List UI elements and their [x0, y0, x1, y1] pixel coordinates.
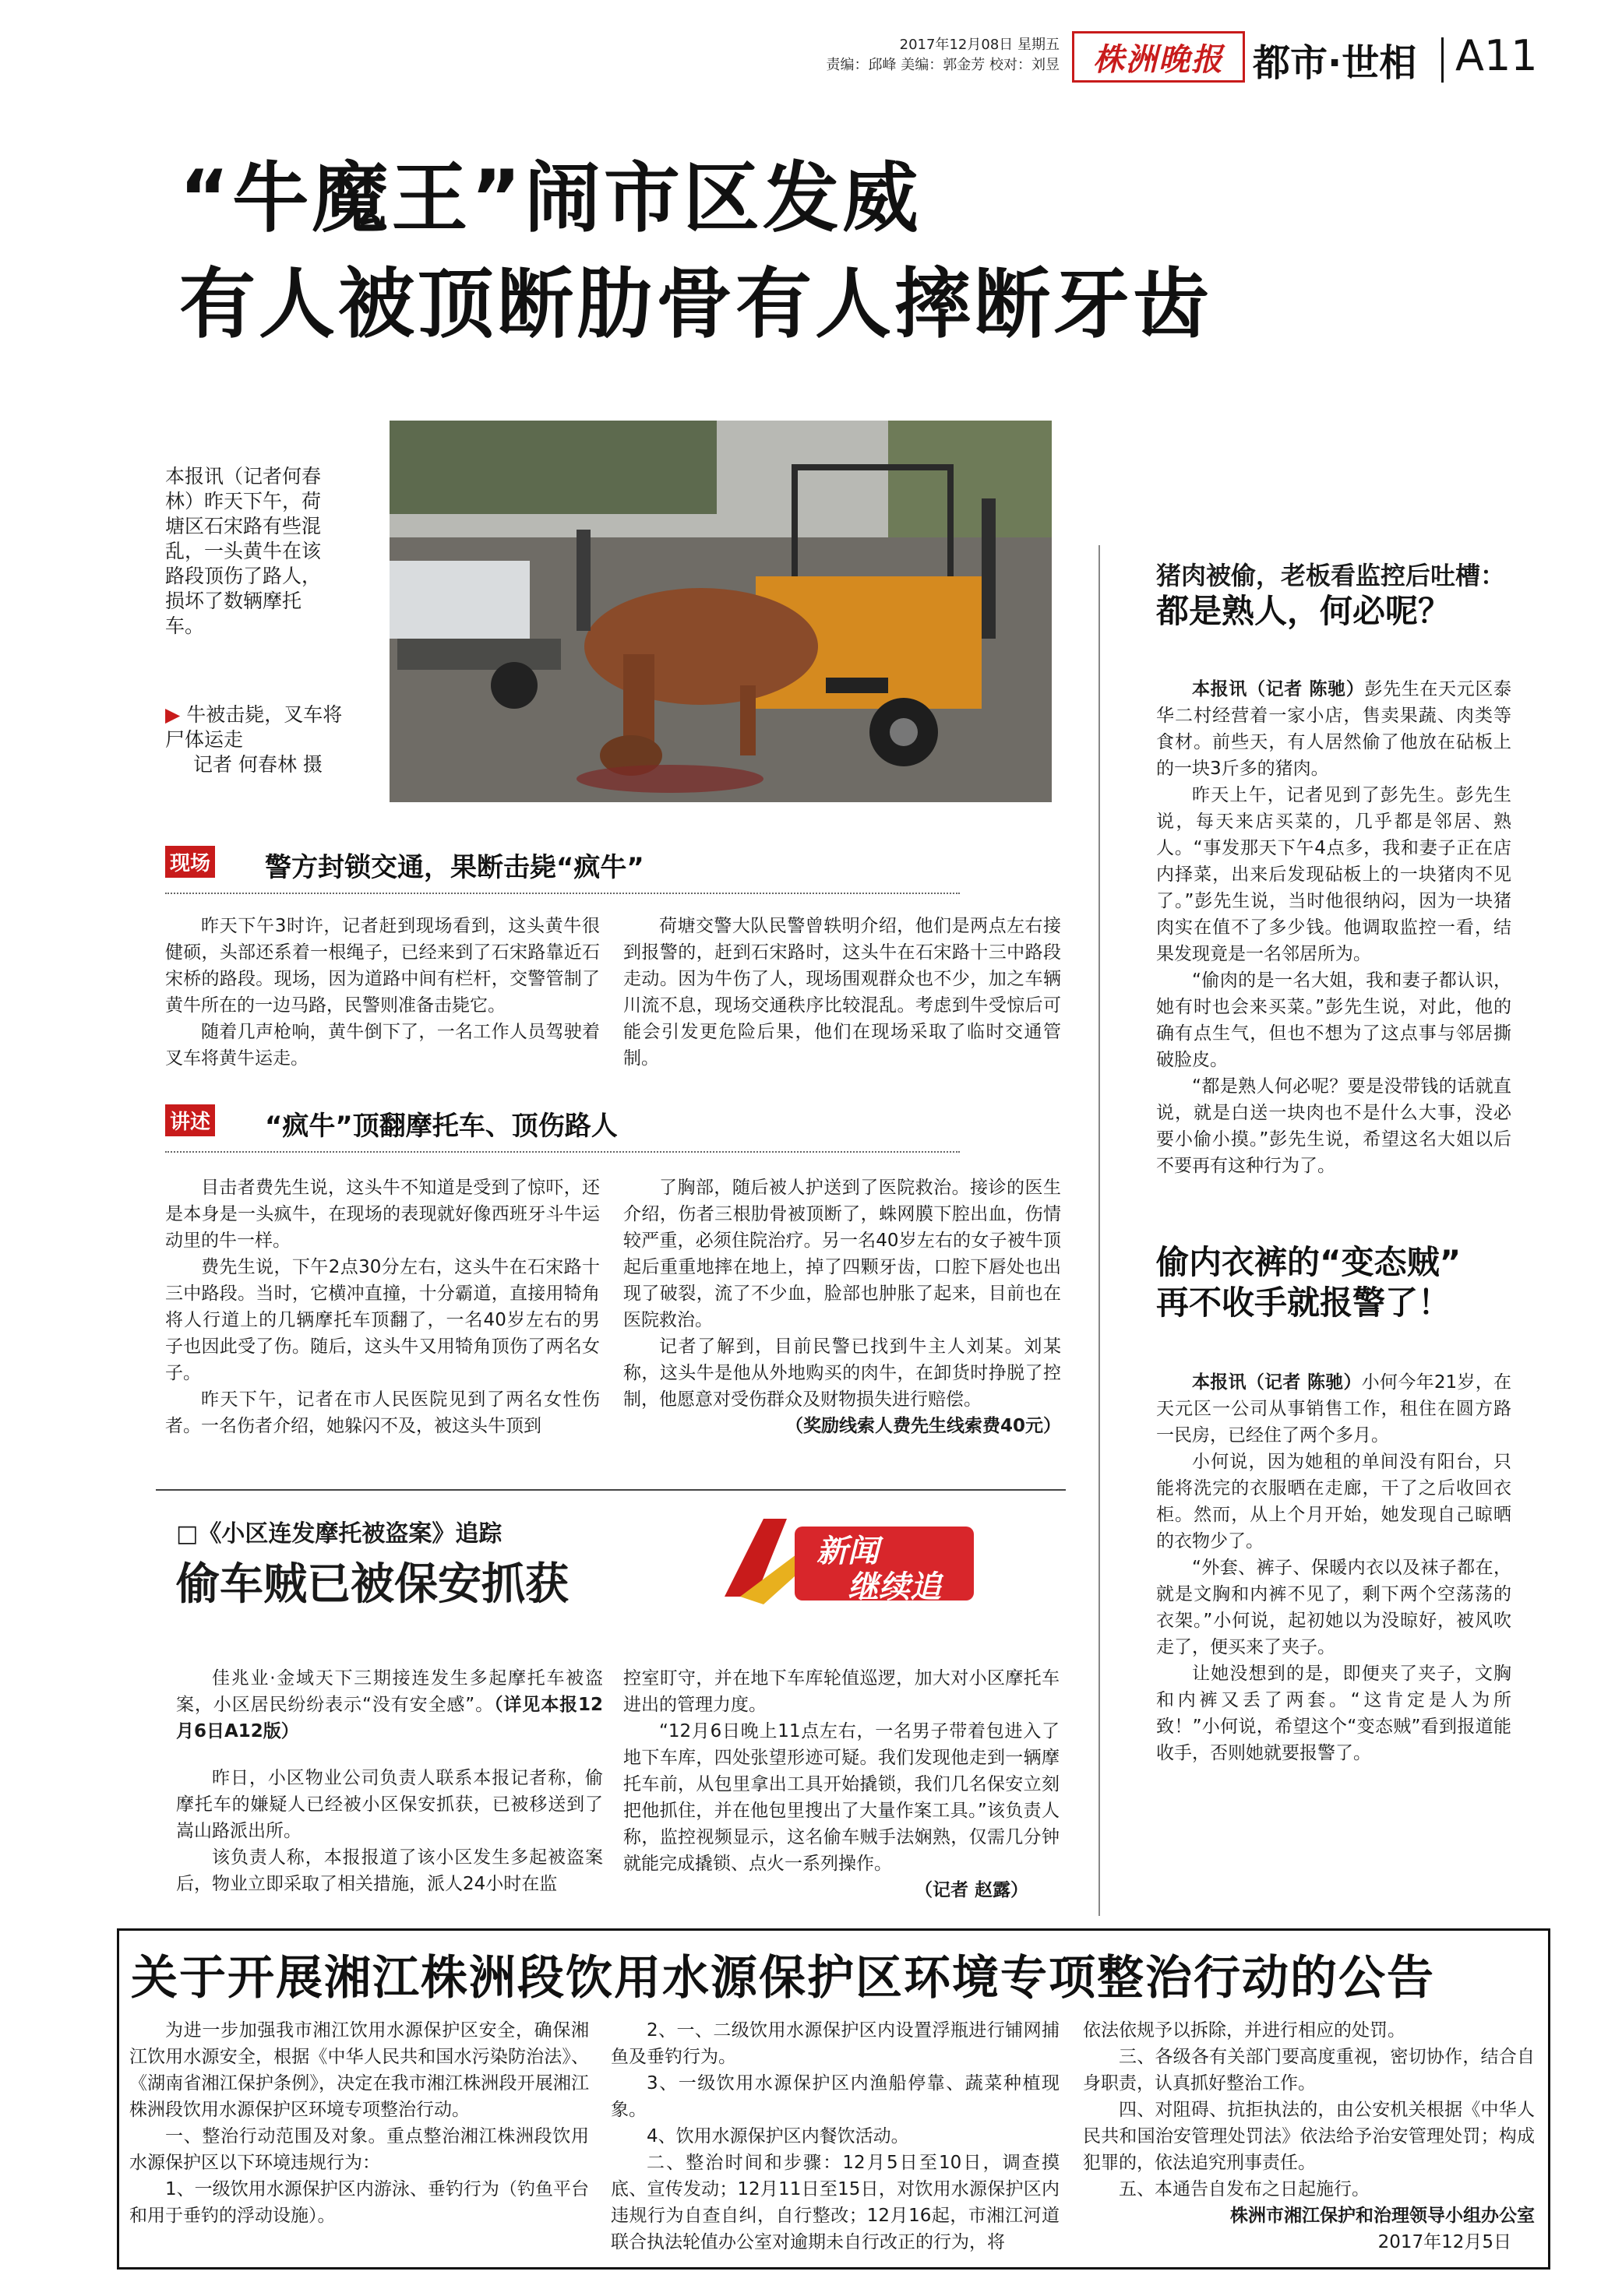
paragraph: 随着几声枪响，黄牛倒下了，一名工作人员驾驶着叉车将黄牛运走。: [165, 1022, 600, 1069]
paragraph: 费先生说，下午2点30分左右，这头牛在石宋路十三中路段。当时，它横冲直撞，十分霸道，直接用犄角将人行道上的几辆摩托车顶翻了，一名40岁左右的男子也因此受了伤。随后，这头牛又用犄角顶伤了两名女子。: [165, 1257, 600, 1383]
paragraph-text: 小何今年21岁，在天元区一公司从事销售工作，租住在圆方路一民房，已经住了两个多月。: [1156, 1372, 1511, 1446]
paragraph: “都是熟人何必呢？要是没带钱的话就直说，就是白送一块肉也不是什么大事，没必要小偷小摸。”彭先生说，希望这名大姐以后不要再有这种行为了。: [1156, 1076, 1511, 1176]
paragraph: “偷肉的是一名大姐，我和妻子都认识，她有时也会来买菜。”彭先生说，对此，他的确有点生气，但也不想为了这点事与邻居撕破脸皮。: [1156, 970, 1511, 1070]
lead-photo: [390, 421, 1052, 802]
byline: 本报讯（记者 陈驰）: [1192, 679, 1365, 699]
followup-kicker: □《小区连发摩托被盗案》追踪: [176, 1520, 503, 1548]
paragraph: [1156, 676, 1511, 782]
paragraph: 昨天下午3时许，记者赶到现场看到，这头黄牛很健硕，头部还系着一根绳子，已经来到了石宋路靠近石宋桥的路段。现场，因为道路中间有栏杆，交警管制了黄牛所在的一边马路，民警则准备击毙它。: [165, 916, 600, 1016]
notice-signature: 株洲市湘江保护和治理领导小组办公室: [1230, 2206, 1535, 2226]
section1-title: 警方封锁交通，果断击毙“疯牛”: [265, 852, 644, 883]
badge-line1: 新闻: [816, 1534, 879, 1569]
section2-title: “疯牛”顶翻摩托车、顶伤路人: [265, 1111, 618, 1142]
followup-credit: （记者 赵露）: [914, 1880, 1028, 1900]
paragraph: 了胸部，随后被人护送到了医院救治。接诊的医生介绍，伤者三根肋骨被顶断了，蛛网膜下腔出血，伤情较严重，必须住院治疗。另一名40岁左右的女子被牛顶起后重重地摔在地上，掉了四颗牙齿，口腔下唇处也出现了破裂，流了不少血，脸部也肿胀了起来，目前也在医院救治。: [623, 1178, 1061, 1330]
paragraph: 记者了解到，目前民警已找到牛主人刘某。刘某称，这头牛是他从外地购买的肉牛，在卸货时挣脱了控制，他愿意对受伤群众及财物损失进行赔偿。: [623, 1336, 1061, 1410]
section1-rule: [165, 893, 960, 894]
paragraph: 依法依规予以拆除，并进行相应的处罚。: [1083, 2020, 1405, 2041]
paragraph: 四、对阻碍、抗拒执法的，由公安机关根据《中华人民共和国治安管理处罚法》依法给予治安管理处罚；构成犯罪的，依法追究刑事责任。: [1083, 2100, 1535, 2173]
newspaper-logo: 株洲晚报: [1072, 31, 1245, 83]
section1-col2: [623, 913, 1061, 1072]
photo-credit: 记者 何春林 摄: [193, 753, 323, 776]
paragraph: 昨天下午，记者在市人民医院见到了两名女性伤者。一名伤者介绍，她躲闪不及，被这头牛顶到: [165, 1389, 600, 1436]
paragraph: 昨日，小区物业公司负责人联系本报记者称，偷摩托车的嫌疑人已经被小区保安抓获，已被移送到了嵩山路派出所。: [176, 1768, 603, 1841]
photo-caption: [165, 703, 349, 752]
header-date: 2017年12月08日 星期五: [899, 37, 1060, 53]
header-divider: [1441, 37, 1444, 83]
side1-kicker: 猪肉被偷，老板看监控后吐槽：: [1156, 561, 1506, 590]
notice-title: 关于开展湘江株洲段饮用水源保护区环境专项整治行动的公告: [131, 1951, 1435, 2005]
notice-col2: [611, 2017, 1060, 2256]
paragraph-text: 佳兆业·金域天下三期接连发生多起摩托车被盗案，小区居民纷纷表示“没有安全感”。: [176, 1668, 603, 1715]
header-editors: 责编：邱峰 美编：郭金芳 校对：刘昱: [826, 57, 1060, 73]
paragraph: 一、整治行动范围及对象。重点整治湘江株洲段饮用水源保护区以下环境违规行为：: [129, 2126, 589, 2173]
side1-title: 都是熟人，何必呢？: [1156, 592, 1451, 630]
section2-col2: [623, 1174, 1061, 1439]
reference-note: （详见本报12月6日A12版）: [176, 1695, 603, 1741]
paragraph: 让她没想到的是，即便夹了夹子，文胸和内裤又丢了两套。“这肯定是人为所致！”小何说，希望这个“变态贼”看到报道能收手，否则她就要报警了。: [1156, 1664, 1511, 1763]
paragraph: [1156, 1369, 1511, 1449]
followup-rule: [156, 1489, 1066, 1491]
lead-intro: 本报讯（记者何春林）昨天下午，荷塘区石宋路有些混乱，一头黄牛在该路段顶伤了路人，损坏了数辆摩托车。: [165, 465, 322, 637]
followup-col2: [623, 1665, 1060, 1903]
section2-col1: [165, 1174, 600, 1439]
followup-col1: [176, 1665, 603, 1897]
paragraph: 二、整治时间和步骤：12月5日至10日，调查摸底、宣传发动；12月11日至15日，对饮用水源保护区内违规行为自查自纠，自行整改；12月16起，市湘江河道联合执法轮值办公室对逾期未自行改正的行为，将: [611, 2153, 1060, 2252]
side2-title-2: 再不收手就报警了！: [1156, 1284, 1451, 1322]
paragraph: 目击者费先生说，这头牛不知道是受到了惊吓，还是本身是一头疯牛，在现场的表现就好像西班牙斗牛运动里的牛一样。: [165, 1178, 600, 1251]
paragraph: [176, 1665, 603, 1745]
lead-headline-1: “牛魔王”闹市区发威: [179, 154, 922, 243]
paragraph: 2、一、二级饮用水源保护区内设置浮瓶进行铺网捕鱼及垂钓行为。: [611, 2020, 1060, 2067]
paragraph: “外套、裤子、保暖内衣以及袜子都在，就是文胸和内裤不见了，剩下两个空荡荡的衣架。”小何说，起初她以为没晾好，被风吹走了，便买来了夹子。: [1156, 1558, 1511, 1657]
section1-heading: [165, 846, 215, 878]
paragraph: 3、一级饮用水源保护区内渔船停靠、蔬菜种植现象。: [611, 2073, 1060, 2120]
paragraph: 1、一级饮用水源保护区内游泳、垂钓行为（钓鱼平台和用于垂钓的浮动设施）。: [129, 2179, 589, 2226]
section1-col1: [165, 913, 600, 1072]
notice-date: 2017年12月5日: [1377, 2232, 1511, 2252]
notice-col3: [1083, 2017, 1535, 2256]
paragraph: 小何说，因为她租的单间没有阳台，只能将洗完的衣服晒在走廊，干了之后收回衣柜。然而，从上个月开始，她发现自己晾晒的衣物少了。: [1156, 1452, 1511, 1551]
paragraph-text: 彭先生在天元区泰华二村经营着一家小店，售卖果蔬、肉类等食材。前些天，有人居然偷了他放在砧板上的一块3斤多的猪肉。: [1156, 679, 1511, 779]
section2-tag: 讲述: [165, 1104, 215, 1136]
triangle-icon: ▶: [165, 703, 181, 726]
column-divider: [1098, 545, 1100, 1916]
paragraph: 该负责人称，本报报道了该小区发生多起被盗案后，物业立即采取了相关措施，派人24小时在监: [176, 1847, 603, 1894]
paragraph: 为进一步加强我市湘江饮用水源保护区安全，确保湘江饮用水源安全，根据《中华人民共和国水污染防治法》、《湖南省湘江保护条例》，决定在我市湘江株洲段开展湘江株洲段饮用水源保护区环境专项整治行动。: [129, 2020, 589, 2120]
news-followup-badge: [717, 1503, 982, 1620]
paragraph: 五、本通告自发布之日起施行。: [1119, 2179, 1370, 2199]
paragraph: 控室盯守，并在地下车库轮值巡逻，加大对小区摩托车进出的管理力度。: [623, 1668, 1060, 1715]
paragraph: “12月6日晚上11点左右，一名男子带着包进入了地下车库，四处张望形迹可疑。我们发现他走到一辆摩托车前，从包里拿出工具开始撬锁，我们几名保安立刻把他抓住，并在他包里搜出了大量作案工具。”该负责人称，监控视频显示，这名偷车贼手法娴熟，仅需几分钟就能完成撬锁、点火一系列操作。: [623, 1721, 1060, 1874]
paragraph: 4、饮用水源保护区内餐饮活动。: [647, 2126, 909, 2146]
paragraph: 昨天上午，记者见到了彭先生。彭先生说，每天来店买菜的，几乎都是邻居、熟人。“事发那天下午4点多，我和妻子正在店内择菜，出来后发现砧板上的一块猪肉不见了。”彭先生说，当时他很纳闷，因为一块猪肉实在值不了多少钱。他调取监控一看，结果发现竟是一名邻居所为。: [1156, 785, 1511, 964]
cow-forklift-image: [390, 421, 1052, 802]
page-number: A11: [1455, 31, 1538, 80]
lead-headline-2: 有人被顶断肋骨有人摔断牙齿: [179, 260, 1213, 349]
byline: 本报讯（记者 陈驰）: [1192, 1372, 1362, 1393]
section-name: 都市·世相: [1253, 41, 1417, 85]
side2-title-1: 偷内衣裤的“变态贼”: [1156, 1243, 1462, 1281]
notice-col1: [129, 2017, 589, 2229]
paragraph: 荷塘交警大队民警曾轶明介绍，他们是两点左右接到报警的，赶到石宋路时，这头牛在石宋路十三中路段走动。因为牛伤了人，现场围观群众也不少，加之车辆川流不息，现场交通秩序比较混乱。考虑到牛受惊后可能会引发更危险后果，他们在现场采取了临时交通管制。: [623, 916, 1061, 1069]
side2-body: [1156, 1369, 1511, 1766]
reward-note: （奖励线索人费先生线索费40元）: [785, 1416, 1061, 1436]
photo-caption-text: 牛被击毙，叉车将尸体运走: [165, 703, 343, 751]
section1-tag: 现场: [165, 846, 215, 878]
paragraph: 三、各级各有关部门要高度重视，密切协作，结合自身职责，认真抓好整治工作。: [1083, 2047, 1535, 2094]
section2-rule: [165, 1151, 960, 1153]
section2-heading: [165, 1104, 215, 1136]
side1-body: [1156, 676, 1511, 1179]
badge-line2: 继续追: [848, 1569, 941, 1605]
followup-title: 偷车贼已被保安抓获: [176, 1559, 569, 1610]
